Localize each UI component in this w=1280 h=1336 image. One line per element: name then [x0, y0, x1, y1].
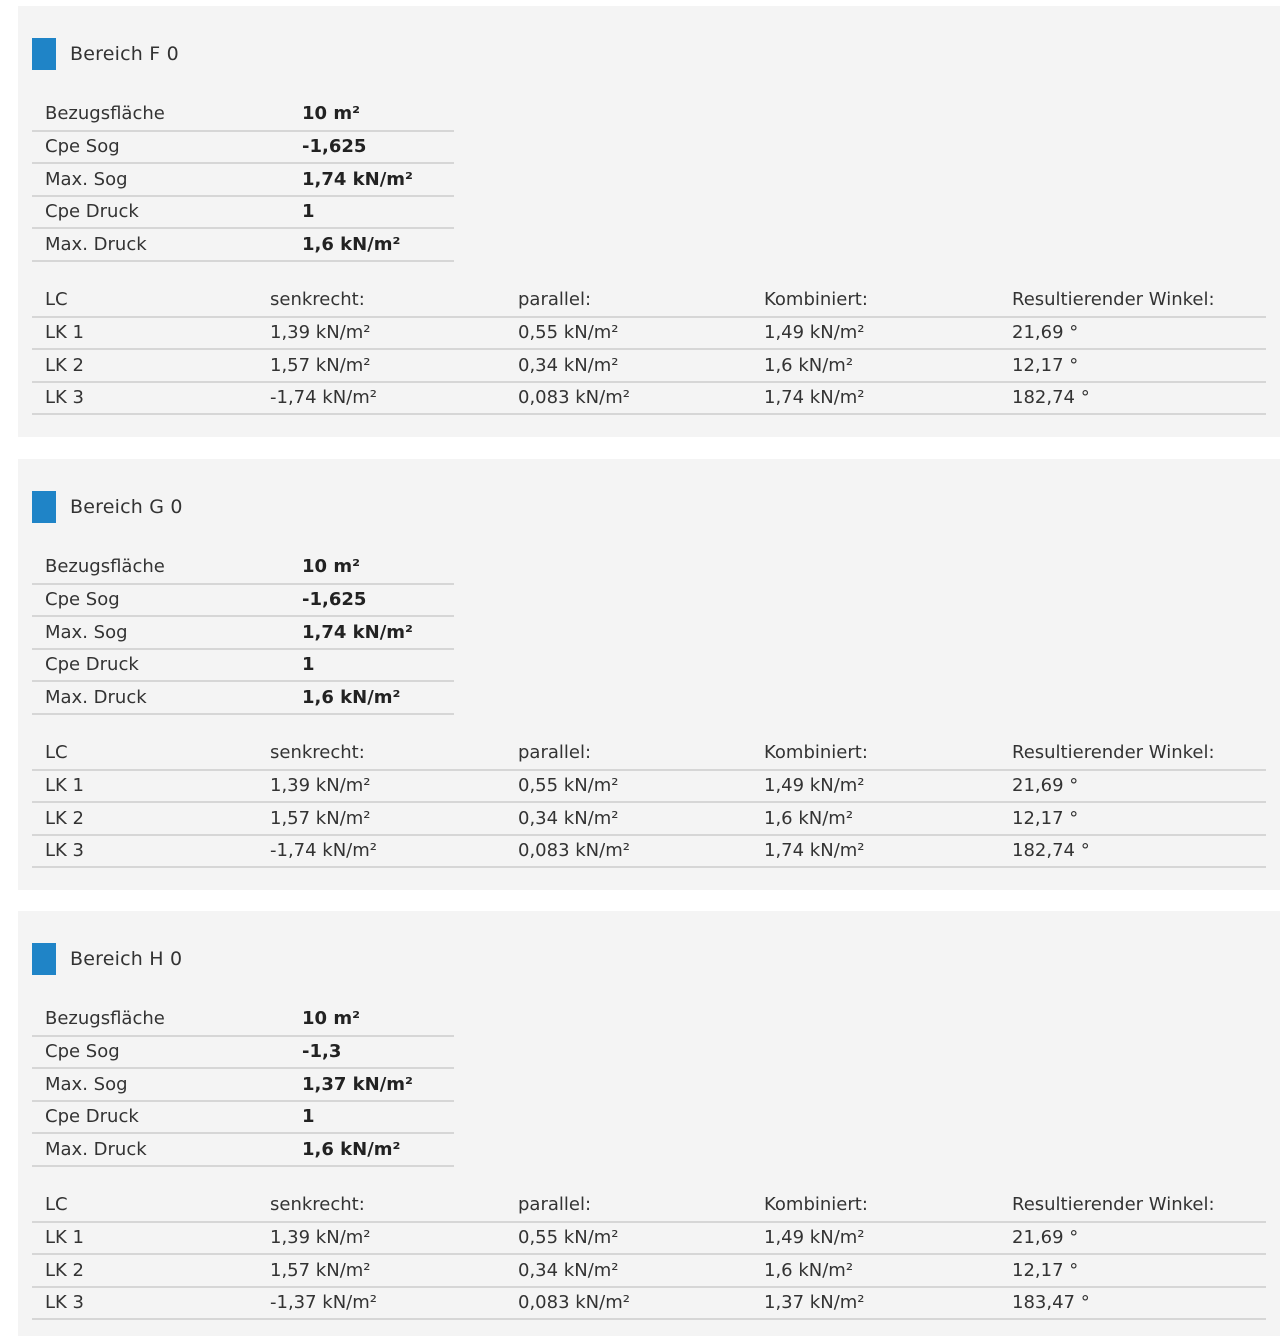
property-value: 1,37 kN/m²	[302, 1068, 454, 1101]
cell-winkel: 12,17 °	[1012, 349, 1266, 382]
cell-kombiniert: 1,6 kN/m²	[764, 1254, 1012, 1287]
property-row	[32, 228, 454, 261]
cell-kombiniert: 1,6 kN/m²	[764, 802, 1012, 835]
load-cases-table	[32, 284, 1266, 415]
table-row	[32, 835, 1266, 868]
table-row	[32, 802, 1266, 835]
cell-parallel: 0,34 kN/m²	[518, 1254, 764, 1287]
cell-winkel: 12,17 °	[1012, 1254, 1266, 1287]
cell-senkrecht: -1,74 kN/m²	[270, 835, 518, 868]
property-value: 1,74 kN/m²	[302, 163, 454, 196]
cell-lc: LK 2	[32, 1254, 270, 1287]
column-header-parallel: parallel:	[518, 737, 764, 770]
column-header-winkel: Resultierender Winkel:	[1012, 1189, 1266, 1222]
section-title: Bereich G 0	[70, 496, 183, 518]
table-header-row	[32, 284, 1266, 317]
property-row	[32, 681, 454, 714]
section-title: Bereich F 0	[70, 43, 179, 65]
cell-parallel: 0,083 kN/m²	[518, 382, 764, 415]
cell-senkrecht: -1,74 kN/m²	[270, 382, 518, 415]
properties-table	[32, 551, 454, 715]
property-row	[32, 1036, 454, 1069]
property-value: 1	[302, 196, 454, 229]
cell-winkel: 21,69 °	[1012, 317, 1266, 350]
property-value: 1,6 kN/m²	[302, 1133, 454, 1166]
column-header-senkrecht: senkrecht:	[270, 284, 518, 317]
property-label: Cpe Sog	[32, 584, 302, 617]
property-row	[32, 584, 454, 617]
property-label: Cpe Druck	[32, 1101, 302, 1134]
section-title: Bereich H 0	[70, 948, 183, 970]
cell-parallel: 0,34 kN/m²	[518, 802, 764, 835]
cell-lc: LK 1	[32, 1222, 270, 1255]
cell-senkrecht: 1,57 kN/m²	[270, 802, 518, 835]
cell-winkel: 182,74 °	[1012, 382, 1266, 415]
property-row	[32, 1003, 454, 1036]
table-row	[32, 1222, 1266, 1255]
section-header	[32, 943, 182, 975]
table-row	[32, 1254, 1266, 1287]
column-header-senkrecht: senkrecht:	[270, 1189, 518, 1222]
property-value: 1,74 kN/m²	[302, 616, 454, 649]
cell-parallel: 0,083 kN/m²	[518, 1287, 764, 1320]
cell-senkrecht: 1,39 kN/m²	[270, 770, 518, 803]
load-cases-table	[32, 737, 1266, 868]
column-header-winkel: Resultierender Winkel:	[1012, 737, 1266, 770]
table-header-row	[32, 1189, 1266, 1222]
cell-winkel: 12,17 °	[1012, 802, 1266, 835]
column-header-parallel: parallel:	[518, 284, 764, 317]
cell-lc: LK 3	[32, 1287, 270, 1320]
column-header-kombiniert: Kombiniert:	[764, 1189, 1012, 1222]
property-value: 1	[302, 649, 454, 682]
cell-senkrecht: 1,39 kN/m²	[270, 1222, 518, 1255]
property-label: Cpe Druck	[32, 196, 302, 229]
column-header-winkel: Resultierender Winkel:	[1012, 284, 1266, 317]
section-panel-f	[18, 6, 1280, 437]
property-row	[32, 616, 454, 649]
property-value: -1,625	[302, 584, 454, 617]
property-value: -1,625	[302, 131, 454, 164]
property-value: 10 m²	[302, 98, 454, 131]
cell-senkrecht: 1,39 kN/m²	[270, 317, 518, 350]
cell-winkel: 183,47 °	[1012, 1287, 1266, 1320]
property-label: Cpe Druck	[32, 649, 302, 682]
property-row	[32, 131, 454, 164]
column-header-lc: LC	[32, 284, 270, 317]
property-row	[32, 163, 454, 196]
property-row	[32, 196, 454, 229]
cell-parallel: 0,083 kN/m²	[518, 835, 764, 868]
property-label: Bezugsfläche	[32, 98, 302, 131]
cell-lc: LK 1	[32, 770, 270, 803]
cell-parallel: 0,34 kN/m²	[518, 349, 764, 382]
table-row	[32, 1287, 1266, 1320]
cell-lc: LK 2	[32, 349, 270, 382]
property-label: Max. Sog	[32, 616, 302, 649]
cell-kombiniert: 1,49 kN/m²	[764, 317, 1012, 350]
cell-parallel: 0,55 kN/m²	[518, 317, 764, 350]
table-header-row	[32, 737, 1266, 770]
property-row	[32, 1133, 454, 1166]
cell-senkrecht: 1,57 kN/m²	[270, 349, 518, 382]
section-marker-icon	[32, 38, 56, 70]
cell-winkel: 21,69 °	[1012, 770, 1266, 803]
property-label: Cpe Sog	[32, 1036, 302, 1069]
cell-kombiniert: 1,49 kN/m²	[764, 1222, 1012, 1255]
column-header-parallel: parallel:	[518, 1189, 764, 1222]
property-row	[32, 1068, 454, 1101]
cell-winkel: 182,74 °	[1012, 835, 1266, 868]
column-header-lc: LC	[32, 1189, 270, 1222]
cell-parallel: 0,55 kN/m²	[518, 770, 764, 803]
property-row	[32, 98, 454, 131]
cell-lc: LK 1	[32, 317, 270, 350]
table-row	[32, 770, 1266, 803]
section-panel-g	[18, 459, 1280, 890]
cell-lc: LK 3	[32, 382, 270, 415]
property-label: Cpe Sog	[32, 131, 302, 164]
column-header-senkrecht: senkrecht:	[270, 737, 518, 770]
cell-kombiniert: 1,37 kN/m²	[764, 1287, 1012, 1320]
section-marker-icon	[32, 491, 56, 523]
property-row	[32, 1101, 454, 1134]
section-header	[32, 491, 183, 523]
column-header-lc: LC	[32, 737, 270, 770]
property-row	[32, 551, 454, 584]
column-header-kombiniert: Kombiniert:	[764, 284, 1012, 317]
section-panel-h	[18, 911, 1280, 1336]
cell-winkel: 21,69 °	[1012, 1222, 1266, 1255]
property-label: Bezugsfläche	[32, 1003, 302, 1036]
cell-kombiniert: 1,6 kN/m²	[764, 349, 1012, 382]
cell-lc: LK 3	[32, 835, 270, 868]
property-value: 1,6 kN/m²	[302, 228, 454, 261]
property-row	[32, 649, 454, 682]
properties-table	[32, 98, 454, 262]
cell-senkrecht: -1,37 kN/m²	[270, 1287, 518, 1320]
cell-kombiniert: 1,74 kN/m²	[764, 835, 1012, 868]
table-row	[32, 317, 1266, 350]
table-row	[32, 382, 1266, 415]
section-marker-icon	[32, 943, 56, 975]
load-cases-table	[32, 1189, 1266, 1320]
property-label: Max. Druck	[32, 681, 302, 714]
property-label: Max. Sog	[32, 163, 302, 196]
cell-parallel: 0,55 kN/m²	[518, 1222, 764, 1255]
property-value: 10 m²	[302, 551, 454, 584]
section-header	[32, 38, 179, 70]
property-label: Max. Druck	[32, 1133, 302, 1166]
property-label: Bezugsfläche	[32, 551, 302, 584]
property-value: 10 m²	[302, 1003, 454, 1036]
property-value: 1,6 kN/m²	[302, 681, 454, 714]
cell-senkrecht: 1,57 kN/m²	[270, 1254, 518, 1287]
property-value: 1	[302, 1101, 454, 1134]
cell-kombiniert: 1,49 kN/m²	[764, 770, 1012, 803]
cell-kombiniert: 1,74 kN/m²	[764, 382, 1012, 415]
property-label: Max. Druck	[32, 228, 302, 261]
column-header-kombiniert: Kombiniert:	[764, 737, 1012, 770]
property-label: Max. Sog	[32, 1068, 302, 1101]
table-row	[32, 349, 1266, 382]
properties-table	[32, 1003, 454, 1167]
cell-lc: LK 2	[32, 802, 270, 835]
property-value: -1,3	[302, 1036, 454, 1069]
